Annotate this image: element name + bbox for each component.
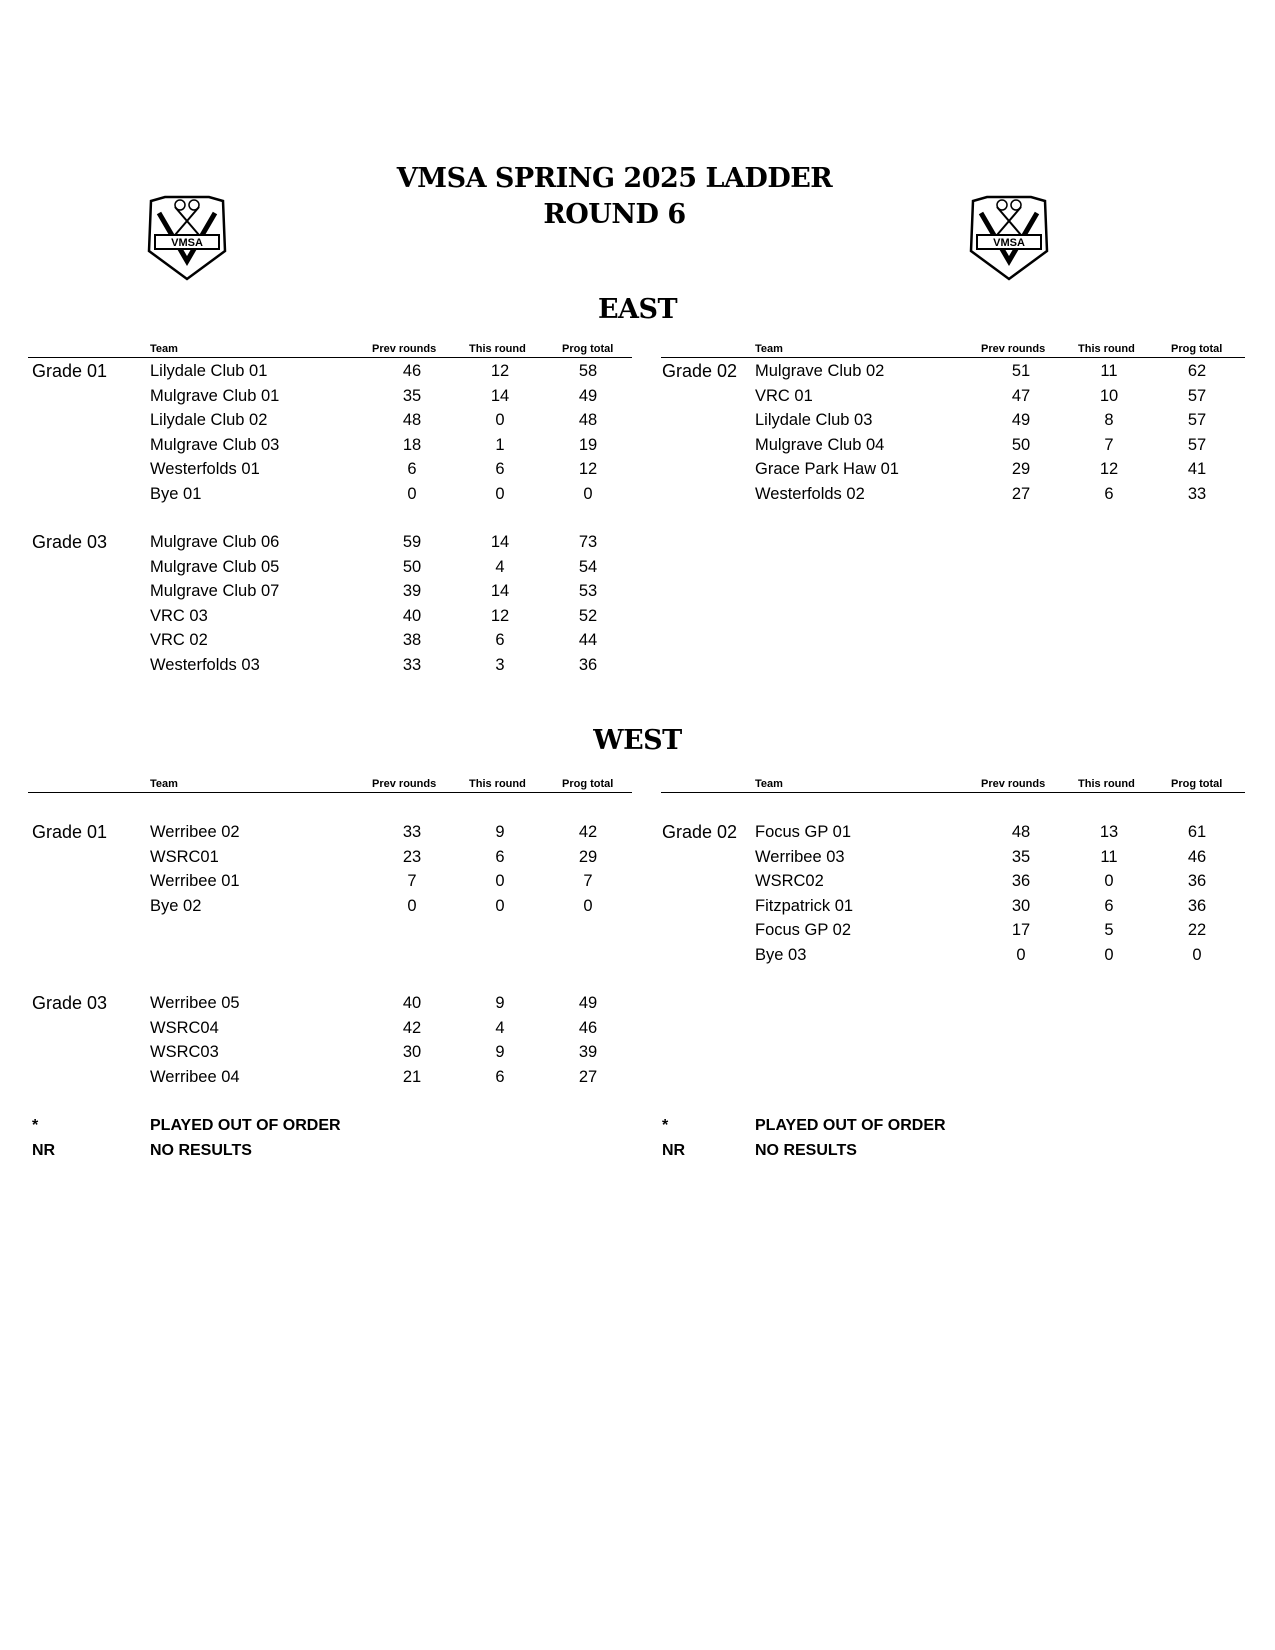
prog-total-value: 57 bbox=[1187, 386, 1207, 405]
prev-rounds-value: 48 bbox=[1011, 823, 1031, 841]
this-round-value: 14 bbox=[490, 582, 510, 600]
this-round-value: 9 bbox=[495, 1043, 505, 1061]
prog-total-value: 58 bbox=[578, 362, 598, 380]
this-round-value: 13 bbox=[1099, 823, 1119, 841]
prog-total-value: 46 bbox=[578, 1018, 598, 1037]
prev-rounds-value: 35 bbox=[402, 386, 422, 405]
note-symbol: NR bbox=[662, 1142, 686, 1159]
grade-label: Grade 03 bbox=[32, 993, 108, 1013]
grade-label: Grade 02 bbox=[662, 361, 738, 381]
note-text: NO RESULTS bbox=[755, 1142, 857, 1159]
team-name: Lilydale Club 02 bbox=[150, 411, 268, 429]
prog-total-value: 61 bbox=[1187, 823, 1207, 841]
this-round-value: 8 bbox=[1104, 411, 1114, 429]
team-name: Mulgrave Club 03 bbox=[150, 435, 280, 454]
note-text: NO RESULTS bbox=[150, 1142, 252, 1159]
column-header-prev-rounds: Prev rounds bbox=[981, 343, 1046, 355]
column-header-prog-total: Prog total bbox=[1171, 778, 1223, 790]
team-name: WSRC04 bbox=[150, 1018, 219, 1037]
column-header-prev-rounds: Prev rounds bbox=[981, 778, 1046, 790]
column-header-prog-total: Prog total bbox=[562, 343, 614, 355]
team-name: Westerfolds 01 bbox=[150, 460, 260, 478]
header-rule bbox=[28, 792, 632, 793]
column-header-this-round: This round bbox=[1078, 343, 1135, 355]
prev-rounds-value: 49 bbox=[1011, 411, 1031, 429]
note-text: PLAYED OUT OF ORDER bbox=[755, 1117, 946, 1134]
team-name: Werribee 02 bbox=[150, 823, 240, 841]
this-round-value: 0 bbox=[1104, 872, 1114, 890]
this-round-value: 0 bbox=[495, 872, 505, 890]
team-name: Bye 03 bbox=[755, 945, 807, 964]
this-round-value: 7 bbox=[1104, 435, 1114, 454]
prev-rounds-value: 18 bbox=[402, 435, 422, 454]
prog-total-value: 36 bbox=[1187, 896, 1207, 915]
vmsa-logo bbox=[967, 195, 1051, 281]
this-round-value: 6 bbox=[495, 847, 505, 866]
prog-total-value: 39 bbox=[578, 1043, 598, 1061]
prev-rounds-value: 17 bbox=[1011, 921, 1031, 939]
prev-rounds-value: 23 bbox=[402, 847, 422, 866]
prog-total-value: 46 bbox=[1187, 847, 1207, 866]
prev-rounds-value: 7 bbox=[407, 872, 417, 890]
note-symbol: * bbox=[662, 1117, 669, 1134]
this-round-value: 6 bbox=[495, 1067, 505, 1086]
column-header-prog-total: Prog total bbox=[562, 778, 614, 790]
this-round-value: 12 bbox=[490, 606, 510, 625]
team-name: Mulgrave Club 05 bbox=[150, 557, 280, 576]
prog-total-value: 27 bbox=[578, 1067, 598, 1086]
column-header-this-round: This round bbox=[469, 343, 526, 355]
prog-total-value: 62 bbox=[1187, 362, 1207, 380]
team-name: Lilydale Club 03 bbox=[755, 411, 873, 429]
logo-text: VMSA bbox=[993, 237, 1025, 249]
prog-total-value: 0 bbox=[583, 896, 593, 915]
this-round-value: 4 bbox=[495, 1018, 505, 1037]
prog-total-value: 48 bbox=[578, 411, 598, 429]
this-round-value: 1 bbox=[495, 435, 505, 454]
this-round-value: 5 bbox=[1104, 921, 1114, 939]
prog-total-value: 52 bbox=[578, 606, 598, 625]
prog-total-value: 19 bbox=[578, 435, 598, 454]
header-rule bbox=[28, 357, 632, 358]
team-name: Grace Park Haw 01 bbox=[755, 460, 899, 478]
prev-rounds-value: 38 bbox=[402, 631, 422, 649]
team-name: Westerfolds 02 bbox=[755, 484, 865, 503]
prev-rounds-value: 27 bbox=[1011, 484, 1031, 503]
column-header-team: Team bbox=[755, 778, 783, 790]
title-line-2: ROUND 6 bbox=[543, 199, 686, 230]
team-name: Mulgrave Club 06 bbox=[150, 533, 280, 551]
team-name: Focus GP 01 bbox=[755, 823, 851, 841]
column-header-prev-rounds: Prev rounds bbox=[372, 343, 437, 355]
this-round-value: 4 bbox=[495, 557, 505, 576]
prev-rounds-value: 0 bbox=[1016, 945, 1026, 964]
this-round-value: 11 bbox=[1100, 362, 1118, 380]
prev-rounds-value: 50 bbox=[1011, 435, 1031, 454]
this-round-value: 6 bbox=[1104, 896, 1114, 915]
vmsa-logo bbox=[145, 195, 229, 281]
grade-label: Grade 02 bbox=[662, 822, 738, 842]
this-round-value: 0 bbox=[495, 896, 505, 915]
team-name: Werribee 03 bbox=[755, 847, 845, 866]
prev-rounds-value: 21 bbox=[402, 1067, 422, 1086]
team-name: Mulgrave Club 01 bbox=[150, 386, 280, 405]
team-name: Mulgrave Club 04 bbox=[755, 435, 885, 454]
prev-rounds-value: 39 bbox=[402, 582, 422, 600]
prog-total-value: 57 bbox=[1187, 411, 1207, 429]
prog-total-value: 49 bbox=[578, 386, 598, 405]
prog-total-value: 49 bbox=[578, 994, 598, 1012]
prog-total-value: 7 bbox=[583, 872, 593, 890]
prev-rounds-value: 0 bbox=[407, 484, 417, 503]
prev-rounds-value: 51 bbox=[1011, 362, 1031, 380]
header-rule bbox=[661, 792, 1245, 793]
column-header-this-round: This round bbox=[469, 778, 526, 790]
prev-rounds-value: 33 bbox=[402, 655, 422, 674]
team-name: VRC 02 bbox=[150, 631, 208, 649]
note-symbol: NR bbox=[32, 1142, 56, 1159]
column-header-team: Team bbox=[150, 778, 178, 790]
column-header-team: Team bbox=[150, 343, 178, 355]
prev-rounds-value: 33 bbox=[402, 823, 422, 841]
prev-rounds-value: 35 bbox=[1011, 847, 1031, 866]
this-round-value: 0 bbox=[495, 484, 505, 503]
column-header-prev-rounds: Prev rounds bbox=[372, 778, 437, 790]
this-round-value: 6 bbox=[1104, 484, 1114, 503]
this-round-value: 14 bbox=[490, 533, 510, 551]
this-round-value: 14 bbox=[490, 386, 510, 405]
team-name: WSRC02 bbox=[755, 872, 824, 890]
team-name: Westerfolds 03 bbox=[150, 655, 260, 674]
team-name: Mulgrave Club 07 bbox=[150, 582, 280, 600]
prev-rounds-value: 0 bbox=[407, 896, 417, 915]
team-name: Focus GP 02 bbox=[755, 921, 851, 939]
this-round-value: 3 bbox=[495, 655, 505, 674]
prev-rounds-value: 59 bbox=[402, 533, 422, 551]
prev-rounds-value: 40 bbox=[402, 994, 422, 1012]
this-round-value: 12 bbox=[490, 362, 510, 380]
grade-label: Grade 01 bbox=[32, 822, 108, 842]
prog-total-value: 36 bbox=[578, 655, 598, 674]
grade-label: Grade 01 bbox=[32, 361, 108, 381]
this-round-value: 0 bbox=[495, 411, 505, 429]
prev-rounds-value: 47 bbox=[1011, 386, 1031, 405]
column-header-prog-total: Prog total bbox=[1171, 343, 1223, 355]
prev-rounds-value: 29 bbox=[1011, 460, 1031, 478]
this-round-value: 9 bbox=[495, 823, 505, 841]
column-header-this-round: This round bbox=[1078, 778, 1135, 790]
prev-rounds-value: 42 bbox=[402, 1018, 422, 1037]
this-round-value: 11 bbox=[1100, 847, 1118, 866]
prog-total-value: 36 bbox=[1187, 872, 1207, 890]
this-round-value: 6 bbox=[495, 460, 505, 478]
prev-rounds-value: 6 bbox=[407, 460, 417, 478]
this-round-value: 9 bbox=[495, 994, 505, 1012]
this-round-value: 0 bbox=[1104, 945, 1114, 964]
header-rule bbox=[661, 357, 1245, 358]
region-heading-west: WEST bbox=[593, 725, 682, 756]
prog-total-value: 22 bbox=[1187, 921, 1207, 939]
team-name: Fitzpatrick 01 bbox=[755, 896, 854, 915]
team-name: WSRC03 bbox=[150, 1043, 219, 1061]
team-name: Mulgrave Club 02 bbox=[755, 362, 885, 380]
this-round-value: 10 bbox=[1099, 386, 1119, 405]
prev-rounds-value: 48 bbox=[402, 411, 422, 429]
title-line-1: VMSA SPRING 2025 LADDER bbox=[396, 163, 833, 194]
team-name: Lilydale Club 01 bbox=[150, 362, 268, 380]
this-round-value: 12 bbox=[1099, 460, 1119, 478]
prog-total-value: 42 bbox=[578, 823, 598, 841]
prog-total-value: 73 bbox=[578, 533, 598, 551]
prog-total-value: 53 bbox=[578, 582, 598, 600]
prev-rounds-value: 50 bbox=[402, 557, 422, 576]
team-name: Bye 01 bbox=[150, 484, 202, 503]
prog-total-value: 0 bbox=[1192, 945, 1202, 964]
prev-rounds-value: 40 bbox=[402, 606, 422, 625]
this-round-value: 6 bbox=[495, 631, 505, 649]
grade-label: Grade 03 bbox=[32, 532, 108, 552]
team-name: Werribee 01 bbox=[150, 872, 240, 890]
team-name: Werribee 05 bbox=[150, 994, 240, 1012]
prog-total-value: 0 bbox=[583, 484, 593, 503]
prev-rounds-value: 46 bbox=[402, 362, 422, 380]
prog-total-value: 54 bbox=[578, 557, 598, 576]
team-name: WSRC01 bbox=[150, 847, 219, 866]
note-text: PLAYED OUT OF ORDER bbox=[150, 1117, 341, 1134]
region-heading-east: EAST bbox=[597, 294, 678, 325]
prog-total-value: 41 bbox=[1187, 460, 1207, 478]
prog-total-value: 44 bbox=[578, 631, 598, 649]
column-header-team: Team bbox=[755, 343, 783, 355]
prog-total-value: 29 bbox=[578, 847, 598, 866]
team-name: Werribee 04 bbox=[150, 1067, 240, 1086]
prog-total-value: 33 bbox=[1187, 484, 1207, 503]
prev-rounds-value: 36 bbox=[1011, 872, 1031, 890]
team-name: VRC 01 bbox=[755, 386, 813, 405]
team-name: VRC 03 bbox=[150, 606, 208, 625]
prev-rounds-value: 30 bbox=[1011, 896, 1031, 915]
note-symbol: * bbox=[32, 1117, 39, 1134]
prog-total-value: 12 bbox=[578, 460, 598, 478]
logo-text: VMSA bbox=[171, 237, 203, 249]
team-name: Bye 02 bbox=[150, 896, 202, 915]
prog-total-value: 57 bbox=[1187, 435, 1207, 454]
prev-rounds-value: 30 bbox=[402, 1043, 422, 1061]
